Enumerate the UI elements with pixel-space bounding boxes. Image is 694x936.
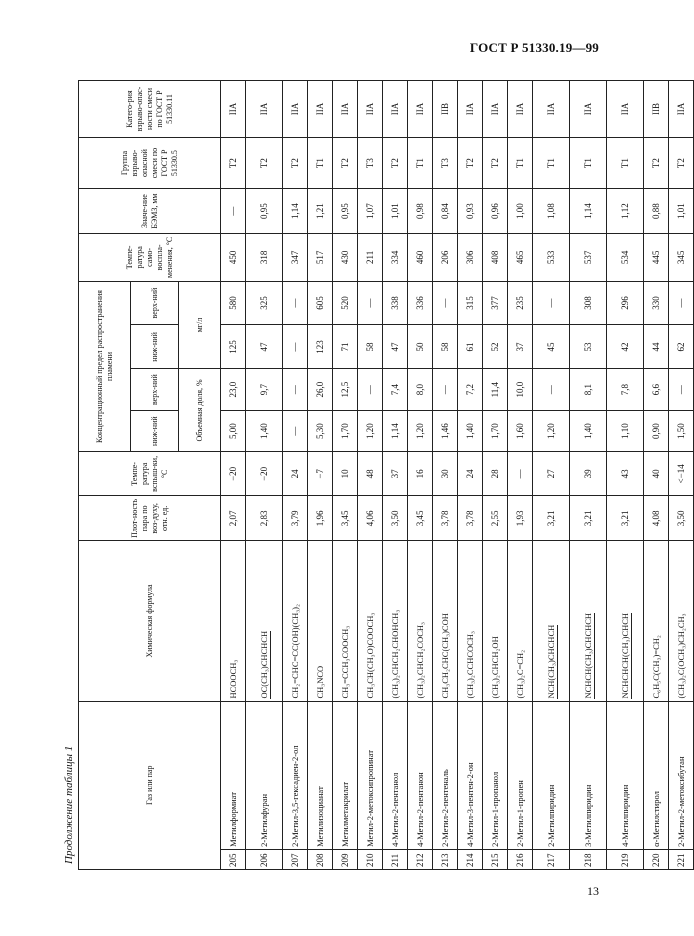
autoignition-temperature-cell: 430 [333, 234, 358, 281]
ring-formula: OC(CH₃)CHCHCH [258, 630, 269, 699]
table-row [644, 81, 669, 870]
chemical-formula-cell: CH₃=CCH₃COOCH₃ [333, 541, 358, 701]
chemical-formula-cell: C₆H₅C(CH₃)=CH₂ [644, 541, 669, 701]
ring-formula: NCHCHCH(CH₃)CHCH [619, 612, 630, 699]
lower-limit-volume-cell: 1,70 [483, 410, 508, 452]
mesg-value-cell: — [221, 189, 246, 234]
flash-point-cell: — [508, 452, 533, 496]
mesg-value-cell: 1,21 [308, 189, 333, 234]
upper-limit-volume-cell: 7,2 [458, 369, 483, 411]
table-row [246, 81, 283, 870]
temperature-group-cell: T3 [433, 138, 458, 189]
row-number-cell: 216 [508, 849, 533, 869]
mesg-value-cell: 0,84 [433, 189, 458, 234]
explosion-category-cell: IIA [570, 81, 607, 138]
chemical-formula-cell: (CH₃)₂C(OCH₃)CH₂CH₃ [669, 541, 694, 701]
upper-limit-volume-cell: — [433, 369, 458, 411]
table-row [570, 81, 607, 870]
upper-limit-volume-cell: 11,4 [483, 369, 508, 411]
vapor-density-cell: 3,21 [533, 496, 570, 541]
flash-point-cell: −20 [221, 452, 246, 496]
lower-limit-volume-cell: 1,40 [246, 410, 283, 452]
upper-limit-mass-cell: — [358, 281, 383, 325]
flash-point-cell: 27 [533, 452, 570, 496]
vapor-density-cell: 3,45 [408, 496, 433, 541]
flash-point-cell: 30 [433, 452, 458, 496]
table-row [607, 81, 644, 870]
row-number-cell: 208 [308, 849, 333, 869]
gas-name-cell: 4-Метил-2-пентанон [408, 701, 433, 849]
chemical-formula-cell: (CH₃)₂CHCH₂COCH₃ [408, 541, 433, 701]
gas-name-cell: α-Метилстирол [644, 701, 669, 849]
lower-limit-mass-cell: 45 [533, 325, 570, 369]
chemical-formula-cell: CH₃NCO [308, 541, 333, 701]
row-number-cell: 211 [383, 849, 408, 869]
upper-limit-mass-cell: 308 [570, 281, 607, 325]
mesg-value-cell: 0,93 [458, 189, 483, 234]
lower-limit-mass-cell: 71 [333, 325, 358, 369]
table-row [408, 81, 433, 870]
rotated-table-block [60, 80, 686, 870]
upper-limit-volume-cell: — [669, 369, 694, 411]
chemical-formula-cell: (CH₃)₂CCHCOCH₃ [458, 541, 483, 701]
upper-limit-mass-cell: 338 [383, 281, 408, 325]
lower-limit-mass-cell: 47 [246, 325, 283, 369]
header-density: Плот-ность пара по воз-духу, отн. ед. [79, 496, 221, 541]
gas-name-cell: 4-Метил-3-пентен-2-он [458, 701, 483, 849]
lower-limit-volume-cell: 1,20 [533, 410, 570, 452]
gas-name-cell: Метил-2-метоксипропинат [358, 701, 383, 849]
upper-limit-mass-cell: — [433, 281, 458, 325]
gas-name-cell: 2-Метилпиридин [533, 701, 570, 849]
table-row [221, 81, 246, 870]
autoignition-temperature-cell: 517 [308, 234, 333, 281]
flash-point-cell: −7 [308, 452, 333, 496]
explosion-category-cell: IIA [358, 81, 383, 138]
lower-limit-mass-cell: 123 [308, 325, 333, 369]
temperature-group-cell: T1 [508, 138, 533, 189]
upper-limit-mass-cell: 520 [333, 281, 358, 325]
autoignition-temperature-cell: 460 [408, 234, 433, 281]
header-unit-volume: Объемная доля, % [179, 369, 221, 452]
temperature-group-cell: T2 [246, 138, 283, 189]
gas-name-cell: 3-Метилпиридин [570, 701, 607, 849]
row-number-cell: 206 [246, 849, 283, 869]
mesg-value-cell: 0,98 [408, 189, 433, 234]
vapor-density-cell: 3,50 [383, 496, 408, 541]
lower-limit-volume-cell: 1,46 [433, 410, 458, 452]
temperature-group-cell: T1 [533, 138, 570, 189]
vapor-density-cell: 2,83 [246, 496, 283, 541]
autoignition-temperature-cell: 465 [508, 234, 533, 281]
explosion-category-cell: IIA [308, 81, 333, 138]
chemical-formula-cell: CH₃CH₂CHC(CH₃)COH [433, 541, 458, 701]
header-temp-group: Группа взрыво-опасной смеси по ГОСТ Р 51330.5 [79, 138, 221, 189]
temperature-group-cell: T2 [383, 138, 408, 189]
row-number-cell: 210 [358, 849, 383, 869]
header-mesg: Значе-ние БЭМЗ, мм [79, 189, 221, 234]
explosion-category-cell: IIA [383, 81, 408, 138]
gas-name-cell: 2-Метил-1-пропанол [483, 701, 508, 849]
lower-limit-mass-cell: 58 [433, 325, 458, 369]
row-number-cell: 213 [433, 849, 458, 869]
explosion-category-cell: IIA [283, 81, 308, 138]
flash-point-cell: 48 [358, 452, 383, 496]
temperature-group-cell: T2 [669, 138, 694, 189]
gas-name-cell: Метилформиат [221, 701, 246, 849]
vapor-density-cell: 2,07 [221, 496, 246, 541]
upper-limit-volume-cell: 10,0 [508, 369, 533, 411]
table-row [308, 81, 333, 870]
table-row [283, 81, 308, 870]
explosion-category-cell: IIA [508, 81, 533, 138]
autoignition-temperature-cell: 206 [433, 234, 458, 281]
mesg-value-cell: 1,01 [383, 189, 408, 234]
header-lower-volume: ниж-ний [131, 410, 179, 452]
explosion-category-cell: IIA [333, 81, 358, 138]
temperature-group-cell: T2 [221, 138, 246, 189]
header-upper-volume: верх-ний [131, 369, 179, 411]
mesg-value-cell: 1,14 [283, 189, 308, 234]
row-number-cell: 205 [221, 849, 246, 869]
gas-name-cell: 4-Метилпиридин [607, 701, 644, 849]
lower-limit-mass-cell: 125 [221, 325, 246, 369]
gas-name-cell: 4-Метил-2-пентанол [383, 701, 408, 849]
row-number-cell: 207 [283, 849, 308, 869]
table-row [508, 81, 533, 870]
temperature-group-cell: T1 [308, 138, 333, 189]
upper-limit-volume-cell: 6,6 [644, 369, 669, 411]
lower-limit-mass-cell: 50 [408, 325, 433, 369]
ring-formula: NCHCH(CH₃)CHCHCH [582, 612, 593, 699]
row-number-cell: 218 [570, 849, 607, 869]
chemical-formula-cell [570, 541, 607, 701]
table-row [333, 81, 358, 870]
explosion-category-cell: IIA [669, 81, 694, 138]
upper-limit-volume-cell: 7,8 [607, 369, 644, 411]
flash-point-cell: 24 [458, 452, 483, 496]
mesg-value-cell: 0,95 [246, 189, 283, 234]
vapor-density-cell: 3,50 [669, 496, 694, 541]
vapor-density-cell: 3,78 [433, 496, 458, 541]
vapor-density-cell: 4,08 [644, 496, 669, 541]
explosion-category-cell: IIA [483, 81, 508, 138]
page-number: 13 [587, 884, 599, 898]
upper-limit-mass-cell: 377 [483, 281, 508, 325]
gas-name-cell: 2-Метил-1-пропен [508, 701, 533, 849]
lower-limit-mass-cell: 61 [458, 325, 483, 369]
table-row [433, 81, 458, 870]
flash-point-cell: 10 [333, 452, 358, 496]
explosion-category-cell: IIB [644, 81, 669, 138]
chemical-formula-cell: (CH₃)₂C=CH₂ [508, 541, 533, 701]
autoignition-temperature-cell: 450 [221, 234, 246, 281]
upper-limit-mass-cell: 315 [458, 281, 483, 325]
row-number-cell: 209 [333, 849, 358, 869]
upper-limit-volume-cell: — [533, 369, 570, 411]
gas-properties-table [78, 80, 694, 870]
autoignition-temperature-cell: 347 [283, 234, 308, 281]
lower-limit-mass-cell: 58 [358, 325, 383, 369]
temperature-group-cell: T2 [483, 138, 508, 189]
vapor-density-cell: 3,78 [458, 496, 483, 541]
lower-limit-mass-cell: 52 [483, 325, 508, 369]
explosion-category-cell: IIA [408, 81, 433, 138]
table-row [383, 81, 408, 870]
header-autoignition: Темпе-ратура само-воспла-менения, °С [79, 234, 221, 281]
upper-limit-volume-cell: 8,1 [570, 369, 607, 411]
autoignition-temperature-cell: 533 [533, 234, 570, 281]
flash-point-cell: <−14 [669, 452, 694, 496]
vapor-density-cell: 4,06 [358, 496, 383, 541]
explosion-category-cell: IIA [246, 81, 283, 138]
lower-limit-volume-cell: — [283, 410, 308, 452]
mesg-value-cell: 1,08 [533, 189, 570, 234]
lower-limit-volume-cell: 1,50 [669, 410, 694, 452]
explosion-category-cell: IIA [607, 81, 644, 138]
chemical-formula-cell: HCOOCH₃ [221, 541, 246, 701]
mesg-value-cell: 0,96 [483, 189, 508, 234]
temperature-group-cell: T1 [607, 138, 644, 189]
temperature-group-cell: T2 [458, 138, 483, 189]
autoignition-temperature-cell: 334 [383, 234, 408, 281]
row-number-cell: 212 [408, 849, 433, 869]
mesg-value-cell: 1,14 [570, 189, 607, 234]
flash-point-cell: 37 [383, 452, 408, 496]
lower-limit-volume-cell: 1,40 [570, 410, 607, 452]
mesg-value-cell: 1,12 [607, 189, 644, 234]
autoignition-temperature-cell: 445 [644, 234, 669, 281]
continuation-label: Продолжение таблицы 1 [63, 745, 75, 864]
mesg-value-cell: 0,88 [644, 189, 669, 234]
ring-formula: NCH(CH₃)CHCHCH [545, 624, 556, 699]
lower-limit-mass-cell: 37 [508, 325, 533, 369]
row-number-cell: 220 [644, 849, 669, 869]
vapor-density-cell: 3,79 [283, 496, 308, 541]
vapor-density-cell: 1,96 [308, 496, 333, 541]
table-row [358, 81, 383, 870]
mesg-value-cell: 1,01 [669, 189, 694, 234]
temperature-group-cell: T2 [644, 138, 669, 189]
lower-limit-mass-cell: 53 [570, 325, 607, 369]
upper-limit-volume-cell: 26,0 [308, 369, 333, 411]
lower-limit-volume-cell: 1,10 [607, 410, 644, 452]
upper-limit-volume-cell: — [358, 369, 383, 411]
autoignition-temperature-cell: 408 [483, 234, 508, 281]
lower-limit-mass-cell: 42 [607, 325, 644, 369]
explosion-category-cell: IIB [433, 81, 458, 138]
lower-limit-mass-cell: 47 [383, 325, 408, 369]
chemical-formula-cell: CH₂=CHC=CC(OH)(CH₃)₂ [283, 541, 308, 701]
chemical-formula-cell [246, 541, 283, 701]
mesg-value-cell: 1,07 [358, 189, 383, 234]
lower-limit-volume-cell: 5,30 [308, 410, 333, 452]
autoignition-temperature-cell: 306 [458, 234, 483, 281]
autoignition-temperature-cell: 345 [669, 234, 694, 281]
flash-point-cell: 39 [570, 452, 607, 496]
lower-limit-volume-cell: 1,14 [383, 410, 408, 452]
lower-limit-volume-cell: 1,60 [508, 410, 533, 452]
upper-limit-mass-cell: 235 [508, 281, 533, 325]
explosion-category-cell: IIA [533, 81, 570, 138]
flash-point-cell: 43 [607, 452, 644, 496]
gas-name-cell: 2-Метил-2-метоксибутан [669, 701, 694, 849]
lower-limit-volume-cell: 1,20 [358, 410, 383, 452]
upper-limit-mass-cell: — [669, 281, 694, 325]
lower-limit-mass-cell: 62 [669, 325, 694, 369]
gas-name-cell: 2-Метилфуран [246, 701, 283, 849]
table-row [533, 81, 570, 870]
table-row [483, 81, 508, 870]
autoignition-temperature-cell: 534 [607, 234, 644, 281]
header-formula: Химическая формула [79, 541, 221, 701]
autoignition-temperature-cell: 537 [570, 234, 607, 281]
upper-limit-volume-cell: 7,4 [383, 369, 408, 411]
temperature-group-cell: T3 [358, 138, 383, 189]
mesg-value-cell: 0,95 [333, 189, 358, 234]
explosion-category-cell: IIA [458, 81, 483, 138]
temperature-group-cell: T2 [283, 138, 308, 189]
row-number-cell: 215 [483, 849, 508, 869]
lower-limit-volume-cell: 1,20 [408, 410, 433, 452]
header-category: Катего-рия взрыво-опас-ности смеси по ГОСТ Р 51330.11 [79, 81, 221, 138]
header-unit-mass: мг/л [179, 281, 221, 369]
gas-name-cell: 2-Метил-3,5-гексадиен-2-ол [283, 701, 308, 849]
flash-point-cell: 28 [483, 452, 508, 496]
chemical-formula-cell [533, 541, 570, 701]
header-upper-mass: верх-ний [131, 281, 179, 325]
mesg-value-cell: 1,00 [508, 189, 533, 234]
lower-limit-mass-cell: — [283, 325, 308, 369]
flash-point-cell: 16 [408, 452, 433, 496]
table-row [669, 81, 694, 870]
lower-limit-mass-cell: 44 [644, 325, 669, 369]
temperature-group-cell: T1 [570, 138, 607, 189]
upper-limit-mass-cell: 330 [644, 281, 669, 325]
temperature-group-cell: T1 [408, 138, 433, 189]
table-body [221, 81, 694, 870]
upper-limit-mass-cell: — [533, 281, 570, 325]
vapor-density-cell: 1,93 [508, 496, 533, 541]
chemical-formula-cell: (CH₃)₂CHCH₂CHOHCH₃ [383, 541, 408, 701]
upper-limit-mass-cell: 325 [246, 281, 283, 325]
explosion-category-cell: IIA [221, 81, 246, 138]
gas-name-cell: Метилизоцианат [308, 701, 333, 849]
chemical-formula-cell [607, 541, 644, 701]
upper-limit-volume-cell: 8,0 [408, 369, 433, 411]
autoignition-temperature-cell: 211 [358, 234, 383, 281]
autoignition-temperature-cell: 318 [246, 234, 283, 281]
upper-limit-volume-cell: 12,5 [333, 369, 358, 411]
upper-limit-mass-cell: 296 [607, 281, 644, 325]
upper-limit-mass-cell: 580 [221, 281, 246, 325]
vapor-density-cell: 3,45 [333, 496, 358, 541]
row-number-cell: 217 [533, 849, 570, 869]
document-id: ГОСТ Р 51330.19—99 [469, 40, 599, 55]
header-flame-limits: Концентрационный предел распространения пламени [79, 281, 131, 452]
flash-point-cell: 24 [283, 452, 308, 496]
upper-limit-volume-cell: — [283, 369, 308, 411]
upper-limit-mass-cell: 336 [408, 281, 433, 325]
upper-limit-volume-cell: 9,7 [246, 369, 283, 411]
chemical-formula-cell: CH₃CH(CH₃O)COOCH₃ [358, 541, 383, 701]
table-row [458, 81, 483, 870]
header-lower-mass: ниж-ний [131, 325, 179, 369]
lower-limit-volume-cell: 1,70 [333, 410, 358, 452]
temperature-group-cell: T2 [333, 138, 358, 189]
upper-limit-volume-cell: 23,0 [221, 369, 246, 411]
upper-limit-mass-cell: 605 [308, 281, 333, 325]
lower-limit-volume-cell: 0,90 [644, 410, 669, 452]
upper-limit-mass-cell: — [283, 281, 308, 325]
row-number-cell: 214 [458, 849, 483, 869]
flash-point-cell: −20 [246, 452, 283, 496]
lower-limit-volume-cell: 5,00 [221, 410, 246, 452]
gas-name-cell: 2-Метил-2-пентеналь [433, 701, 458, 849]
gas-name-cell: Метилметакрилат [333, 701, 358, 849]
vapor-density-cell: 2,55 [483, 496, 508, 541]
row-number-cell: 219 [607, 849, 644, 869]
vapor-density-cell: 3,21 [607, 496, 644, 541]
flash-point-cell: 40 [644, 452, 669, 496]
chemical-formula-cell: (CH₃)₂CHCH₂OH [483, 541, 508, 701]
lower-limit-volume-cell: 1,40 [458, 410, 483, 452]
header-flash-point: Темпе-ратура вспыш-ки, °С [79, 452, 221, 496]
vapor-density-cell: 3,21 [570, 496, 607, 541]
header-gas: Газ или пар [79, 701, 221, 869]
row-number-cell: 221 [669, 849, 694, 869]
